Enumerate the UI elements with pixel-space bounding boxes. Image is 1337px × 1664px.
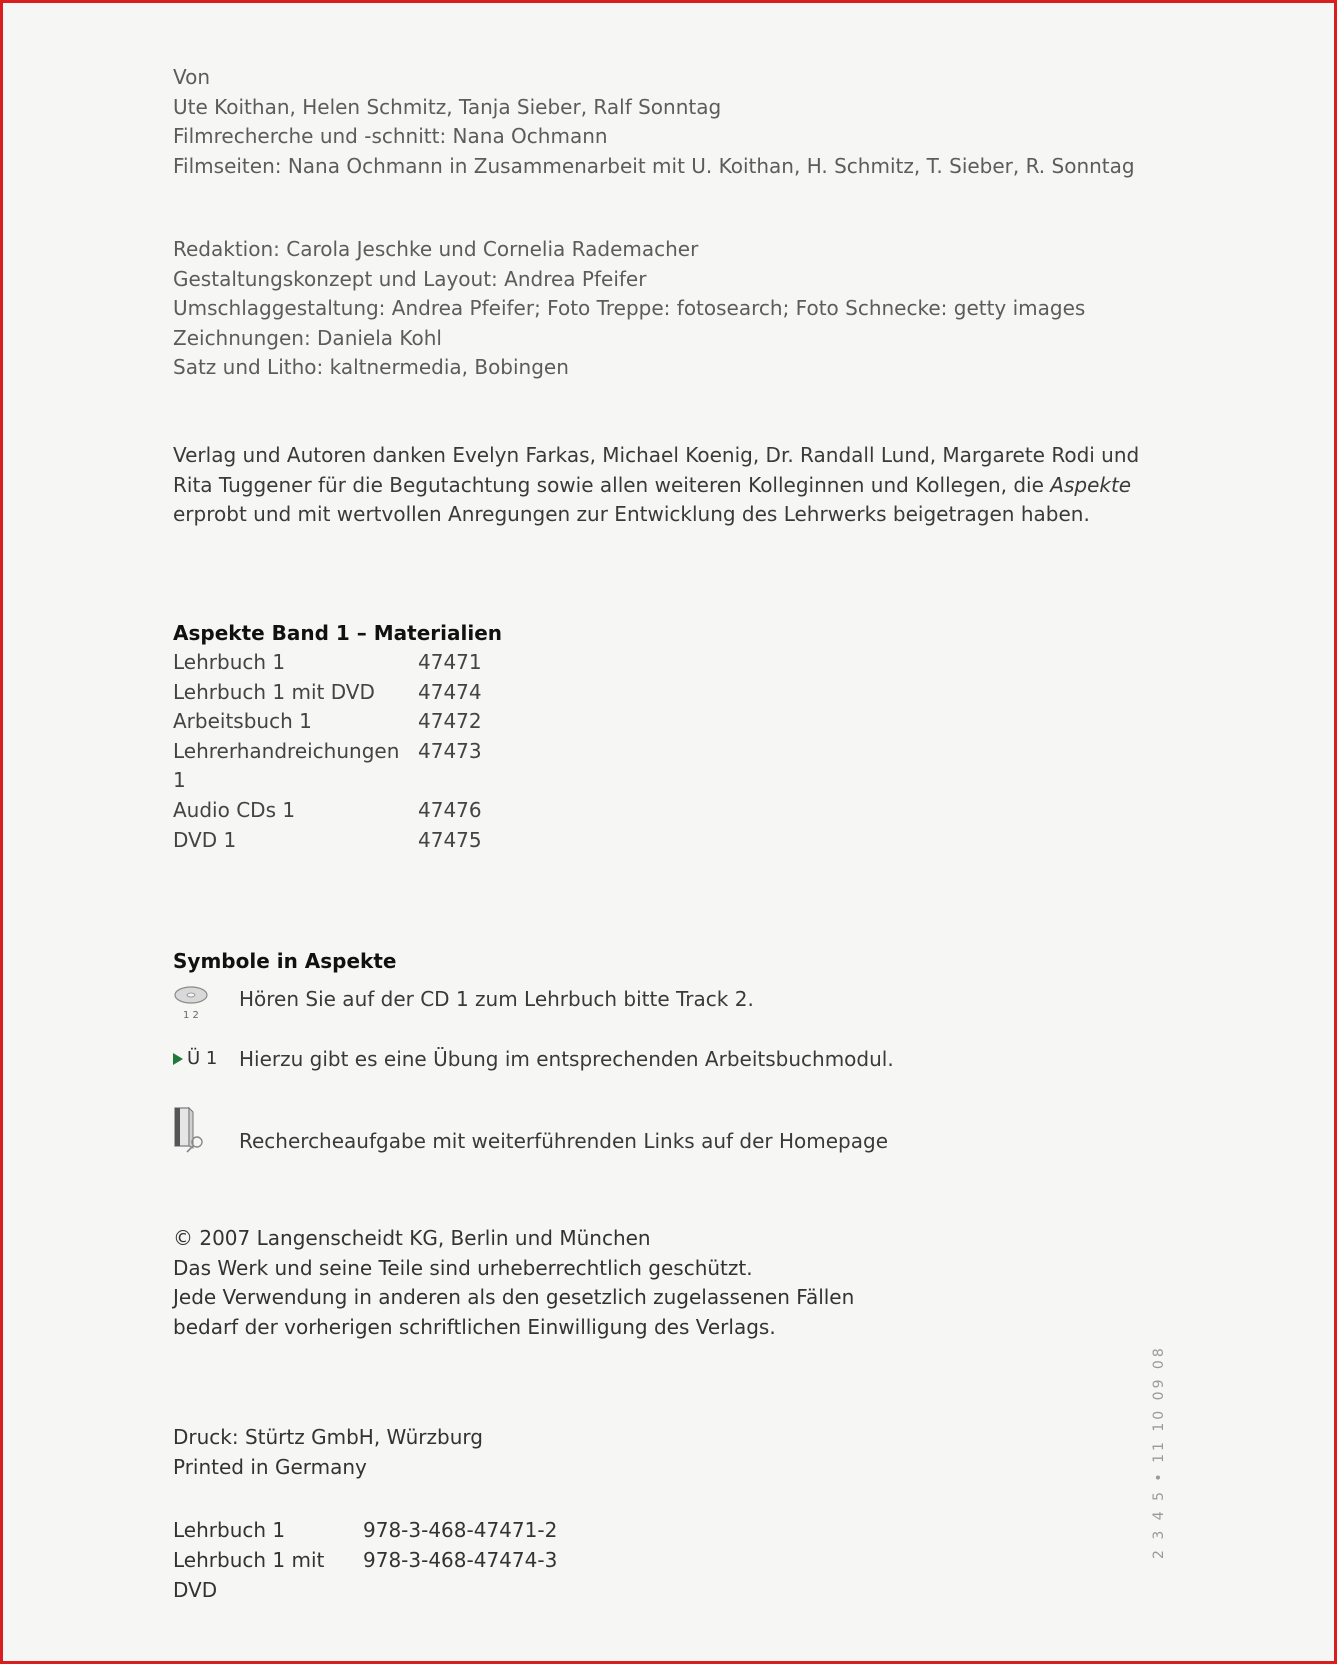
thanks-line-3: erprobt und mit wertvollen Anregungen zur Entwicklung des Lehrwerks beigetragen haben. (173, 502, 1090, 526)
material-code: 47475 (418, 827, 482, 852)
symbol-exercise-row (173, 1044, 894, 1104)
film-pages: Filmseiten: Nana Ochmann in Zusammenarbeit mit U. Koithan, H. Schmitz, T. Sieber, R. Sonntag (173, 153, 1135, 178)
isbn-number: 978-3-468-47474-3 (363, 1548, 558, 1572)
authors-block (173, 63, 1135, 181)
material-name: Arbeitsbuch 1 (173, 709, 312, 734)
credit-drawings: Zeichnungen: Daniela Kohl (173, 325, 442, 350)
material-row (173, 796, 502, 826)
symbols-block (173, 946, 894, 1164)
thanks-line-1: Verlag und Autoren danken Evelyn Farkas, Michael Koenig, Dr. Randall Lund, Margarete Rodi und (173, 443, 1140, 467)
exercise-label: Ü 1 (187, 1048, 218, 1069)
isbn-name: Lehrbuch 1 (173, 1518, 286, 1542)
material-row (173, 737, 502, 796)
cd-text: Hören Sie auf der CD 1 zum Lehrbuch bitte Track 2. (239, 987, 754, 1011)
material-code: 47471 (418, 650, 482, 674)
isbn-row (173, 1515, 557, 1545)
copyright-line-2: Das Werk und seine Teile sind urheberrechtlich geschützt. (173, 1255, 753, 1280)
material-name: Audio CDs 1 (173, 797, 296, 822)
research-icon-cell (173, 1104, 233, 1160)
credit-cover: Umschlaggestaltung: Andrea Pfeifer; Foto Treppe: fotosearch; Foto Schnecke: getty images (173, 296, 1086, 320)
material-row (173, 678, 502, 708)
symbol-cd-row (173, 984, 754, 1044)
materials-heading: Aspekte Band 1 – Materialien (173, 621, 503, 645)
material-code: 47473 (418, 738, 482, 763)
isbn-row (173, 1545, 557, 1605)
film-research: Filmrecherche und -schnitt: Nana Ochmann (173, 124, 608, 148)
authors-von: Von (173, 65, 211, 89)
materials-block (173, 618, 502, 855)
material-code: 47476 (418, 797, 482, 822)
copyright-line-3: Jede Verwendung in anderen als den gesetzlich zugelassenen Fällen (173, 1285, 855, 1309)
credit-typesetting: Satz und Litho: kaltnermedia, Bobingen (173, 355, 569, 379)
exercise-icon-cell (173, 1044, 233, 1069)
copyright-line-4: bedarf der vorherigen schriftlichen Einwilligung des Verlags. (173, 1314, 776, 1339)
thanks-block (173, 441, 1140, 530)
material-code: 47474 (418, 679, 482, 704)
cd-icon (173, 984, 213, 1010)
material-name: Lehrbuch 1 mit DVD (173, 679, 375, 704)
material-code: 47472 (418, 709, 482, 734)
play-arrow-icon (173, 1053, 183, 1065)
credit-editing: Redaktion: Carola Jeschke und Cornelia Rademacher (173, 237, 699, 261)
thanks-line-2-text: Rita Tuggener für die Begutachtung sowie allen weiteren Kolleginnen und Kollegen, die (173, 472, 1051, 497)
book-magnifier-icon (173, 1104, 207, 1156)
material-name: DVD 1 (173, 827, 237, 852)
research-text: Rechercheaufgabe mit weiterführenden Links auf der Homepage (239, 1129, 888, 1153)
print-run-number: 2 3 4 5 • 11 10 09 08 (1151, 1345, 1167, 1559)
exercise-text: Hierzu gibt es eine Übung im entsprechenden Arbeitsbuchmodul. (239, 1047, 894, 1071)
copyright-line-1: © 2007 Langenscheidt KG, Berlin und München (173, 1226, 651, 1250)
isbn-name: Lehrbuch 1 mit DVD (173, 1548, 325, 1602)
cd-icon-cell (173, 984, 233, 1021)
material-row (173, 707, 502, 737)
material-row (173, 648, 502, 678)
credit-design: Gestaltungskonzept und Layout: Andrea Pfeifer (173, 266, 647, 291)
material-row (173, 826, 502, 856)
material-name: Lehrbuch 1 (173, 650, 286, 674)
aspekte-italic: Aspekte (1050, 472, 1132, 497)
copyright-block (173, 1224, 854, 1342)
isbn-number: 978-3-468-47471-2 (363, 1518, 558, 1542)
print-block (173, 1423, 483, 1482)
cd-track-label: 1 2 (183, 1010, 199, 1021)
symbols-heading: Symbole in Aspekte (173, 949, 397, 973)
printed-in-line: Printed in Germany (173, 1454, 367, 1479)
material-name: Lehrerhandreichungen 1 (173, 738, 400, 793)
symbol-research-row (173, 1104, 888, 1164)
thanks-line-2 (173, 471, 1132, 501)
credits-block (173, 235, 1085, 383)
printer-line: Druck: Stürtz GmbH, Würzburg (173, 1425, 483, 1449)
isbn-block (173, 1515, 557, 1605)
authors-names: Ute Koithan, Helen Schmitz, Tanja Sieber, Ralf Sonntag (173, 94, 722, 119)
